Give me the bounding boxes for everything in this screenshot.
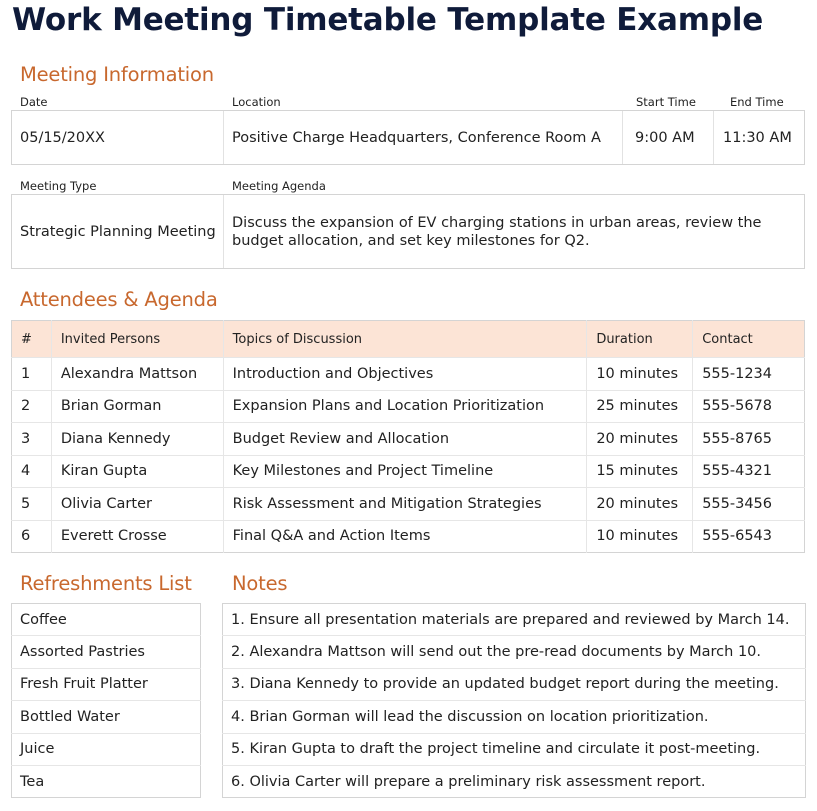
duration[interactable]: 20 minutes xyxy=(587,423,693,456)
duration[interactable]: 25 minutes xyxy=(587,390,693,423)
location-value[interactable]: Positive Charge Headquarters, Conference Room A xyxy=(232,129,601,146)
topic[interactable]: Budget Review and Allocation xyxy=(223,423,587,456)
contact[interactable]: 555-1234 xyxy=(693,358,805,391)
table-row xyxy=(12,358,805,391)
topic[interactable]: Risk Assessment and Mitigation Strategies xyxy=(223,488,587,521)
contact[interactable]: 555-6543 xyxy=(693,520,805,553)
column-header-invited-persons: Invited Persons xyxy=(51,321,223,358)
meeting-info-row xyxy=(11,110,805,165)
divider xyxy=(713,111,714,164)
topic[interactable]: Final Q&A and Action Items xyxy=(223,520,587,553)
date-value[interactable]: 05/15/20XX xyxy=(20,129,105,146)
list-item[interactable]: Assorted Pastries xyxy=(12,636,201,668)
section-title-meeting-info: Meeting Information xyxy=(20,63,214,86)
list-item[interactable]: Coffee xyxy=(20,611,67,628)
row-number: 5 xyxy=(12,488,52,521)
table-row xyxy=(12,455,805,488)
attendees-table xyxy=(11,320,805,553)
section-title-attendees: Attendees & Agenda xyxy=(20,288,218,311)
list-item[interactable]: Juice xyxy=(12,733,201,765)
table-row xyxy=(12,488,805,521)
invited-person[interactable]: Brian Gorman xyxy=(51,390,223,423)
duration[interactable]: 15 minutes xyxy=(587,455,693,488)
note-item[interactable]: 5. Kiran Gupta to draft the project timeline and circulate it post-meeting. xyxy=(223,733,806,765)
label-start-time: Start Time xyxy=(636,95,696,109)
invited-person[interactable]: Olivia Carter xyxy=(51,488,223,521)
duration[interactable]: 10 minutes xyxy=(587,358,693,391)
list-item[interactable]: Fresh Fruit Platter xyxy=(12,668,201,700)
invited-person[interactable]: Kiran Gupta xyxy=(51,455,223,488)
note-item[interactable]: 3. Diana Kennedy to provide an updated budget report during the meeting. xyxy=(223,668,806,700)
table-row xyxy=(12,520,805,553)
column-header-contact: Contact xyxy=(693,321,805,358)
table-row xyxy=(12,390,805,423)
row-number: 4 xyxy=(12,455,52,488)
row-number: 2 xyxy=(12,390,52,423)
end-time-value[interactable]: 11:30 AM xyxy=(723,129,792,146)
topic[interactable]: Key Milestones and Project Timeline xyxy=(223,455,587,488)
invited-person[interactable]: Alexandra Mattson xyxy=(51,358,223,391)
meeting-type-value[interactable]: Strategic Planning Meeting xyxy=(20,223,216,240)
contact[interactable]: 555-4321 xyxy=(693,455,805,488)
page-title: Work Meeting Timetable Template Example xyxy=(12,2,764,38)
column-header-number: # xyxy=(12,321,52,358)
section-title-notes: Notes xyxy=(232,572,288,595)
label-date: Date xyxy=(20,95,48,109)
note-item[interactable]: 4. Brian Gorman will lead the discussion on location prioritization. xyxy=(223,701,806,733)
meeting-type-row xyxy=(11,194,805,269)
invited-person[interactable]: Everett Crosse xyxy=(51,520,223,553)
table-header-row xyxy=(12,321,805,358)
label-location: Location xyxy=(232,95,281,109)
table-row xyxy=(12,423,805,456)
contact[interactable]: 555-5678 xyxy=(693,390,805,423)
column-header-topics: Topics of Discussion xyxy=(223,321,587,358)
list-item[interactable]: Bottled Water xyxy=(12,701,201,733)
divider xyxy=(223,195,224,268)
divider xyxy=(223,111,224,164)
label-end-time: End Time xyxy=(730,95,784,109)
topic[interactable]: Expansion Plans and Location Prioritization xyxy=(223,390,587,423)
notes-list xyxy=(222,603,806,798)
row-number: 3 xyxy=(12,423,52,456)
duration[interactable]: 10 minutes xyxy=(587,520,693,553)
column-header-duration: Duration xyxy=(587,321,693,358)
contact[interactable]: 555-8765 xyxy=(693,423,805,456)
start-time-value[interactable]: 9:00 AM xyxy=(635,129,695,146)
row-number: 6 xyxy=(12,520,52,553)
section-title-refreshments: Refreshments List xyxy=(20,572,192,595)
label-meeting-type: Meeting Type xyxy=(20,179,97,193)
invited-person[interactable]: Diana Kennedy xyxy=(51,423,223,456)
note-item[interactable]: 1. Ensure all presentation materials are prepared and reviewed by March 14. xyxy=(231,611,790,628)
note-item[interactable]: 6. Olivia Carter will prepare a preliminary risk assessment report. xyxy=(223,765,806,797)
row-number: 1 xyxy=(12,358,52,391)
topic[interactable]: Introduction and Objectives xyxy=(223,358,587,391)
contact[interactable]: 555-3456 xyxy=(693,488,805,521)
duration[interactable]: 20 minutes xyxy=(587,488,693,521)
list-item[interactable]: Tea xyxy=(12,765,201,797)
label-meeting-agenda: Meeting Agenda xyxy=(232,179,326,193)
meeting-agenda-value[interactable]: Discuss the expansion of EV charging stations in urban areas, review the budget allocation, and set key milestones for Q2. xyxy=(232,214,762,249)
refreshments-list xyxy=(11,603,201,798)
note-item[interactable]: 2. Alexandra Mattson will send out the pre-read documents by March 10. xyxy=(223,636,806,668)
divider xyxy=(622,111,623,164)
